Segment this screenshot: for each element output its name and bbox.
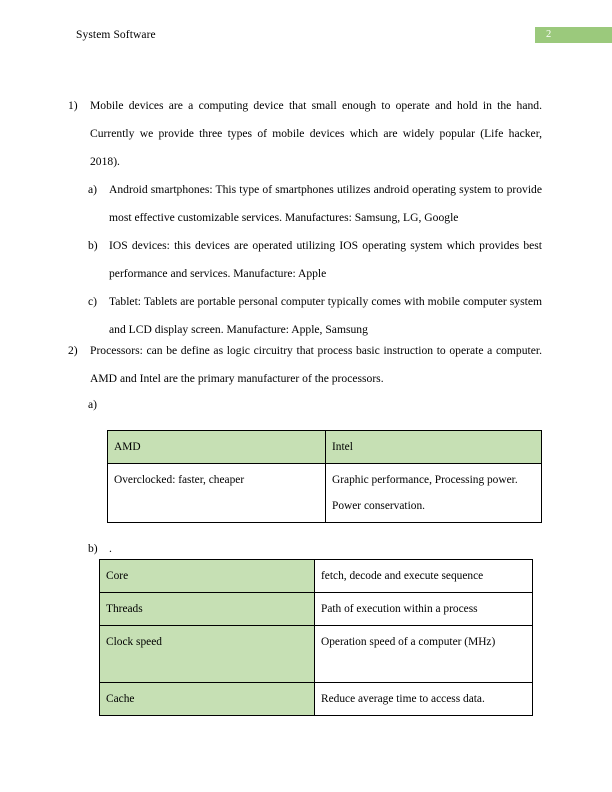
list-text-1: Mobile devices are a computing device that small enough to operate and hold in the hand. Currently we provide three types of mobile devices which are widely popular (Life hacker, 2018).	[90, 99, 542, 168]
list-item-1c	[88, 288, 542, 344]
table-cell-def-clock-speed: Operation speed of a computer (MHz)	[315, 626, 533, 683]
header-title: System Software	[76, 29, 156, 41]
table-row	[108, 464, 542, 523]
table-cell-amd-features: Overclocked: faster, cheaper	[108, 464, 326, 523]
table-row	[100, 683, 533, 716]
list-item-2	[68, 337, 542, 393]
list-marker-1b: b)	[88, 239, 98, 252]
list-marker-2a: a)	[88, 398, 98, 411]
table-row	[100, 560, 533, 593]
page-header	[0, 27, 612, 49]
table-cell-intel-line1: Graphic performance, Processing power.	[332, 474, 518, 486]
table-cell-def-threads: Path of execution within a process	[315, 593, 533, 626]
table-cell-def-cache: Reduce average time to access data.	[315, 683, 533, 716]
list-item-1	[68, 92, 542, 176]
list-item-1b	[88, 232, 542, 288]
table-cell-intel-features	[326, 464, 542, 523]
page-number-text: 2	[546, 29, 552, 40]
table-cell-intel-line2: Power conservation.	[332, 500, 425, 512]
list-text-1a: Android smartphones: This type of smartphones utilizes android operating system to provide most effective customizable services. Manufactures: Samsung, LG, Google	[109, 183, 542, 224]
table-header-cell-intel: Intel	[326, 431, 542, 464]
list-text-1b: IOS devices: this devices are operated utilizing IOS operating system which provides best performance and services. Manufacture: Apple	[109, 239, 542, 280]
list-text-1c: Tablet: Tablets are portable personal computer typically comes with mobile computer system and LCD display screen. Manufacture: Apple, Samsung	[109, 295, 542, 336]
table-cell-term-cache: Cache	[100, 683, 315, 716]
list-text-2: Processors: can be define as logic circuitry that process basic instruction to operate a computer. AMD and Intel are the primary manufacturer of the processors.	[90, 344, 542, 385]
table-cell-def-core: fetch, decode and execute sequence	[315, 560, 533, 593]
list-text-2b: .	[109, 542, 112, 555]
table-row	[108, 431, 542, 464]
table-cell-term-core: Core	[100, 560, 315, 593]
table-row	[100, 593, 533, 626]
table-amd-intel	[107, 430, 542, 523]
page-number-badge	[535, 27, 612, 43]
table-cell-term-threads: Threads	[100, 593, 315, 626]
table-header-cell-amd: AMD	[108, 431, 326, 464]
list-marker-1c: c)	[88, 295, 98, 308]
list-marker-2: 2)	[68, 344, 78, 357]
table-row	[100, 626, 533, 683]
list-marker-2b: b)	[88, 542, 98, 555]
list-item-1a	[88, 176, 542, 232]
table-cell-term-clock-speed: Clock speed	[100, 626, 315, 683]
list-marker-1a: a)	[88, 183, 98, 196]
list-marker-1: 1)	[68, 99, 78, 112]
table-cpu-terms	[99, 559, 533, 716]
